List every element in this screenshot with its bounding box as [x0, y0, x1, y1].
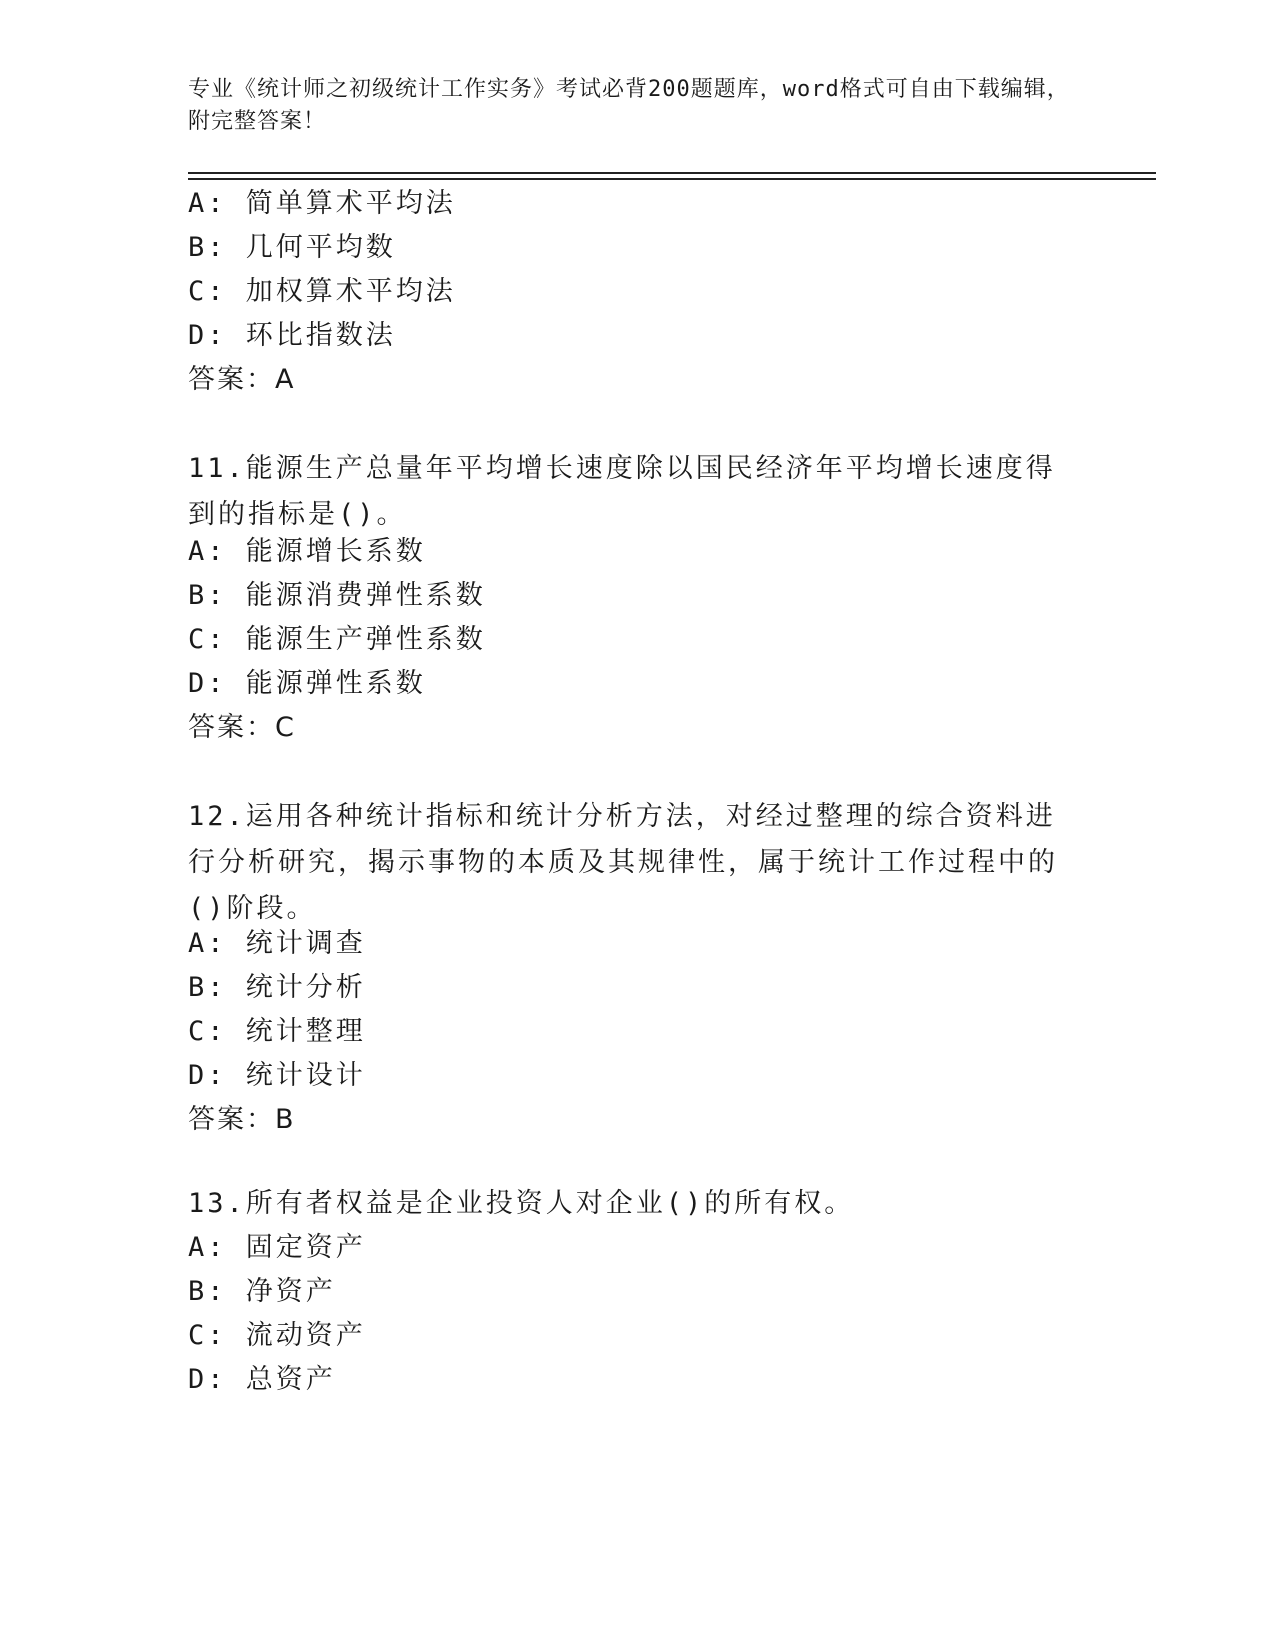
- q12-option-d: D: 统计设计: [188, 1060, 366, 1091]
- q13-option-c: C: 流动资产: [188, 1320, 366, 1351]
- q12-option-c: C: 统计整理: [188, 1016, 366, 1047]
- q13-stem: 13.所有者权益是企业投资人对企业()的所有权。: [188, 1188, 855, 1219]
- q13-option-b: B: 净资产: [188, 1276, 336, 1307]
- q11-option-b: B: 能源消费弹性系数: [188, 580, 486, 611]
- header-rule-bottom: [188, 178, 1156, 180]
- q10-option-c: C: 加权算术平均法: [188, 276, 456, 307]
- q12-option-a: A: 统计调查: [188, 928, 366, 959]
- q12-option-b: B: 统计分析: [188, 972, 366, 1003]
- q13-option-d: D: 总资产: [188, 1364, 336, 1395]
- q11-answer: 答案：C: [188, 712, 296, 743]
- q10-answer: 答案：A: [188, 364, 296, 395]
- document-header: 专业《统计师之初级统计工作实务》考试必背200题题库，word格式可自由下载编辑，附完整答案！: [188, 77, 1070, 134]
- header-rule-top: [188, 172, 1156, 174]
- q11-option-a: A: 能源增长系数: [188, 536, 426, 567]
- q10-option-d: D: 环比指数法: [188, 320, 396, 351]
- q11-option-d: D: 能源弹性系数: [188, 668, 426, 699]
- q11-option-c: C: 能源生产弹性系数: [188, 624, 486, 655]
- q12-answer: 答案：B: [188, 1104, 296, 1135]
- q10-option-b: B: 几何平均数: [188, 232, 396, 263]
- q11-stem: 11.能源生产总量年平均增长速度除以国民经济年平均增长速度得到的指标是()。: [188, 453, 1056, 530]
- q10-option-a: A: 简单算术平均法: [188, 188, 456, 219]
- q13-option-a: A: 固定资产: [188, 1232, 366, 1263]
- q12-stem: 12.运用各种统计指标和统计分析方法，对经过整理的综合资料进行分析研究，揭示事物的本质及其规律性，属于统计工作过程中的()阶段。: [188, 801, 1058, 924]
